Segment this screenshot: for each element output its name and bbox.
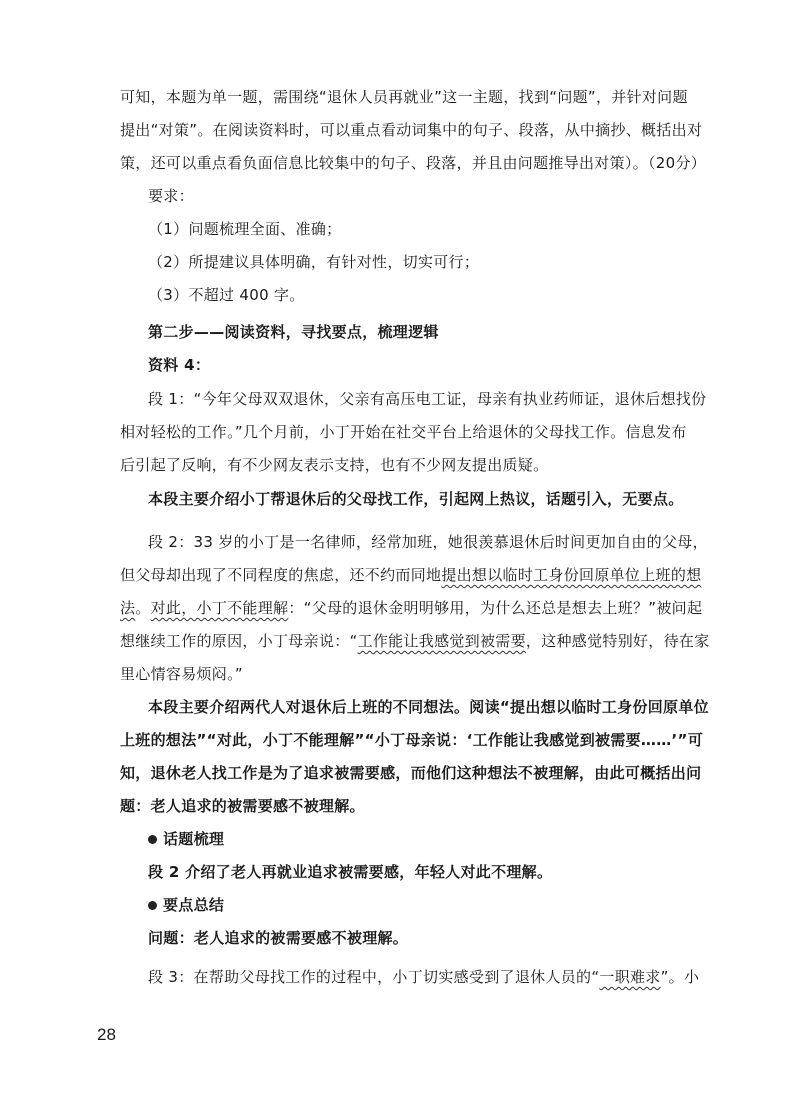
para1-line-2: 相对轻松的工作。”几个月前，小丁开始在社交平台上给退休的父母找工作。信息发布 <box>120 423 687 441</box>
bullet-icon <box>148 835 157 844</box>
para1-summary: 本段主要介绍小丁帮退休后的父母找工作，引起网上热议，话题引入，无要点。 <box>148 490 684 508</box>
para2-line-2-text: 但父母却出现了不同程度的焦虑，还不约而同地 <box>120 566 442 584</box>
step2-heading: 第二步——阅读资料，寻找要点，梳理逻辑 <box>148 323 439 341</box>
keypoint-label: 要点总结 <box>163 896 225 914</box>
requirement-item-3: （3）不超过 400 字。 <box>148 286 305 304</box>
para3-highlight: 一职难求 <box>599 968 661 986</box>
para3-text-end: ”。小 <box>660 968 700 986</box>
analysis-line-4: 题：老人追求的被需要感不被理解。 <box>120 797 365 815</box>
para2-line-3-text: ：“父母的退休金明明够用，为什么还总是想去上班？”被问起 <box>288 599 703 617</box>
para2-line-4-end: ，这种感觉特别好，待在家 <box>525 632 710 650</box>
para2-line-2 <box>120 565 700 585</box>
para2-line-3 <box>120 598 703 618</box>
para2-line-4 <box>120 631 710 651</box>
requirements-title: 要求： <box>148 187 194 205</box>
para2-highlight-needed: 工作能让我感觉到被需要 <box>357 632 526 650</box>
para1-line-1: 段 1：“今年父母双双退休，父亲有高压电工证，母亲有执业药师证，退休后想找份 <box>148 390 707 408</box>
intro-line-3: 策，还可以重点看负面信息比较集中的句子、段落，并且由问题推导出对策）。（20分） <box>120 154 707 172</box>
intro-line-1: 可知，本题为单一题，需围绕“退休人员再就业”这一主题，找到“问题”，并针对问题 <box>120 88 688 106</box>
para1-line-3: 后引起了反响，有不少网友表示支持，也有不少网友提出质疑。 <box>120 456 549 474</box>
page-number: 28 <box>97 1025 116 1044</box>
topic-text: 段 2 介绍了老人再就业追求被需要感，年轻人对此不理解。 <box>148 863 553 881</box>
intro-line-2: 提出“对策”。在阅读资料时，可以重点看动词集中的句子、段落，从中摘抄、概括出对 <box>120 121 703 139</box>
analysis-line-3: 知，退休老人找工作是为了追求被需要感，而他们这种想法不被理解，由此可概括出问 <box>120 764 702 782</box>
topic-heading <box>148 829 700 849</box>
keypoint-text: 问题：老人追求的被需要感不被理解。 <box>148 929 409 947</box>
para3-line-1 <box>148 967 700 987</box>
para2-highlight-idea-end: 法 <box>120 599 136 617</box>
para2-line-1: 段 2：33 岁的小丁是一名律师，经常加班，她很羡慕退休后时间更加自由的父母， <box>148 533 708 551</box>
bullet-icon <box>148 901 157 910</box>
para3-text-start: 段 3：在帮助父母找工作的过程中，小丁切实感受到了退休人员的“ <box>148 968 600 986</box>
requirement-item-2: （2）所提建议具体明确，有针对性，切实可行； <box>148 253 480 271</box>
analysis-line-1: 本段主要介绍两代人对退休后上班的不同想法。阅读“提出想以临时工身份回原单位 <box>148 698 709 716</box>
requirement-item-1: （1）问题梳理全面、准确； <box>148 220 342 238</box>
para2-line-5: 里心情容易烦闷。” <box>120 665 243 683</box>
analysis-line-2: 上班的想法”“对此，小丁不能理解”“小丁母亲说：‘工作能让我感觉到被需要……’”可 <box>120 731 703 749</box>
para2-line-4-start: 想继续工作的原因，小丁母亲说：“ <box>120 632 358 650</box>
para2-highlight-idea: 提出想以临时工身份回原单位上班的想 <box>441 566 702 584</box>
para2-highlight-not-understand: 对此，小丁不能理解 <box>150 599 289 617</box>
para2-period: 。 <box>135 599 151 617</box>
keypoint-heading <box>148 895 700 915</box>
material-label: 资料 4： <box>148 356 211 374</box>
topic-label: 话题梳理 <box>163 830 225 848</box>
